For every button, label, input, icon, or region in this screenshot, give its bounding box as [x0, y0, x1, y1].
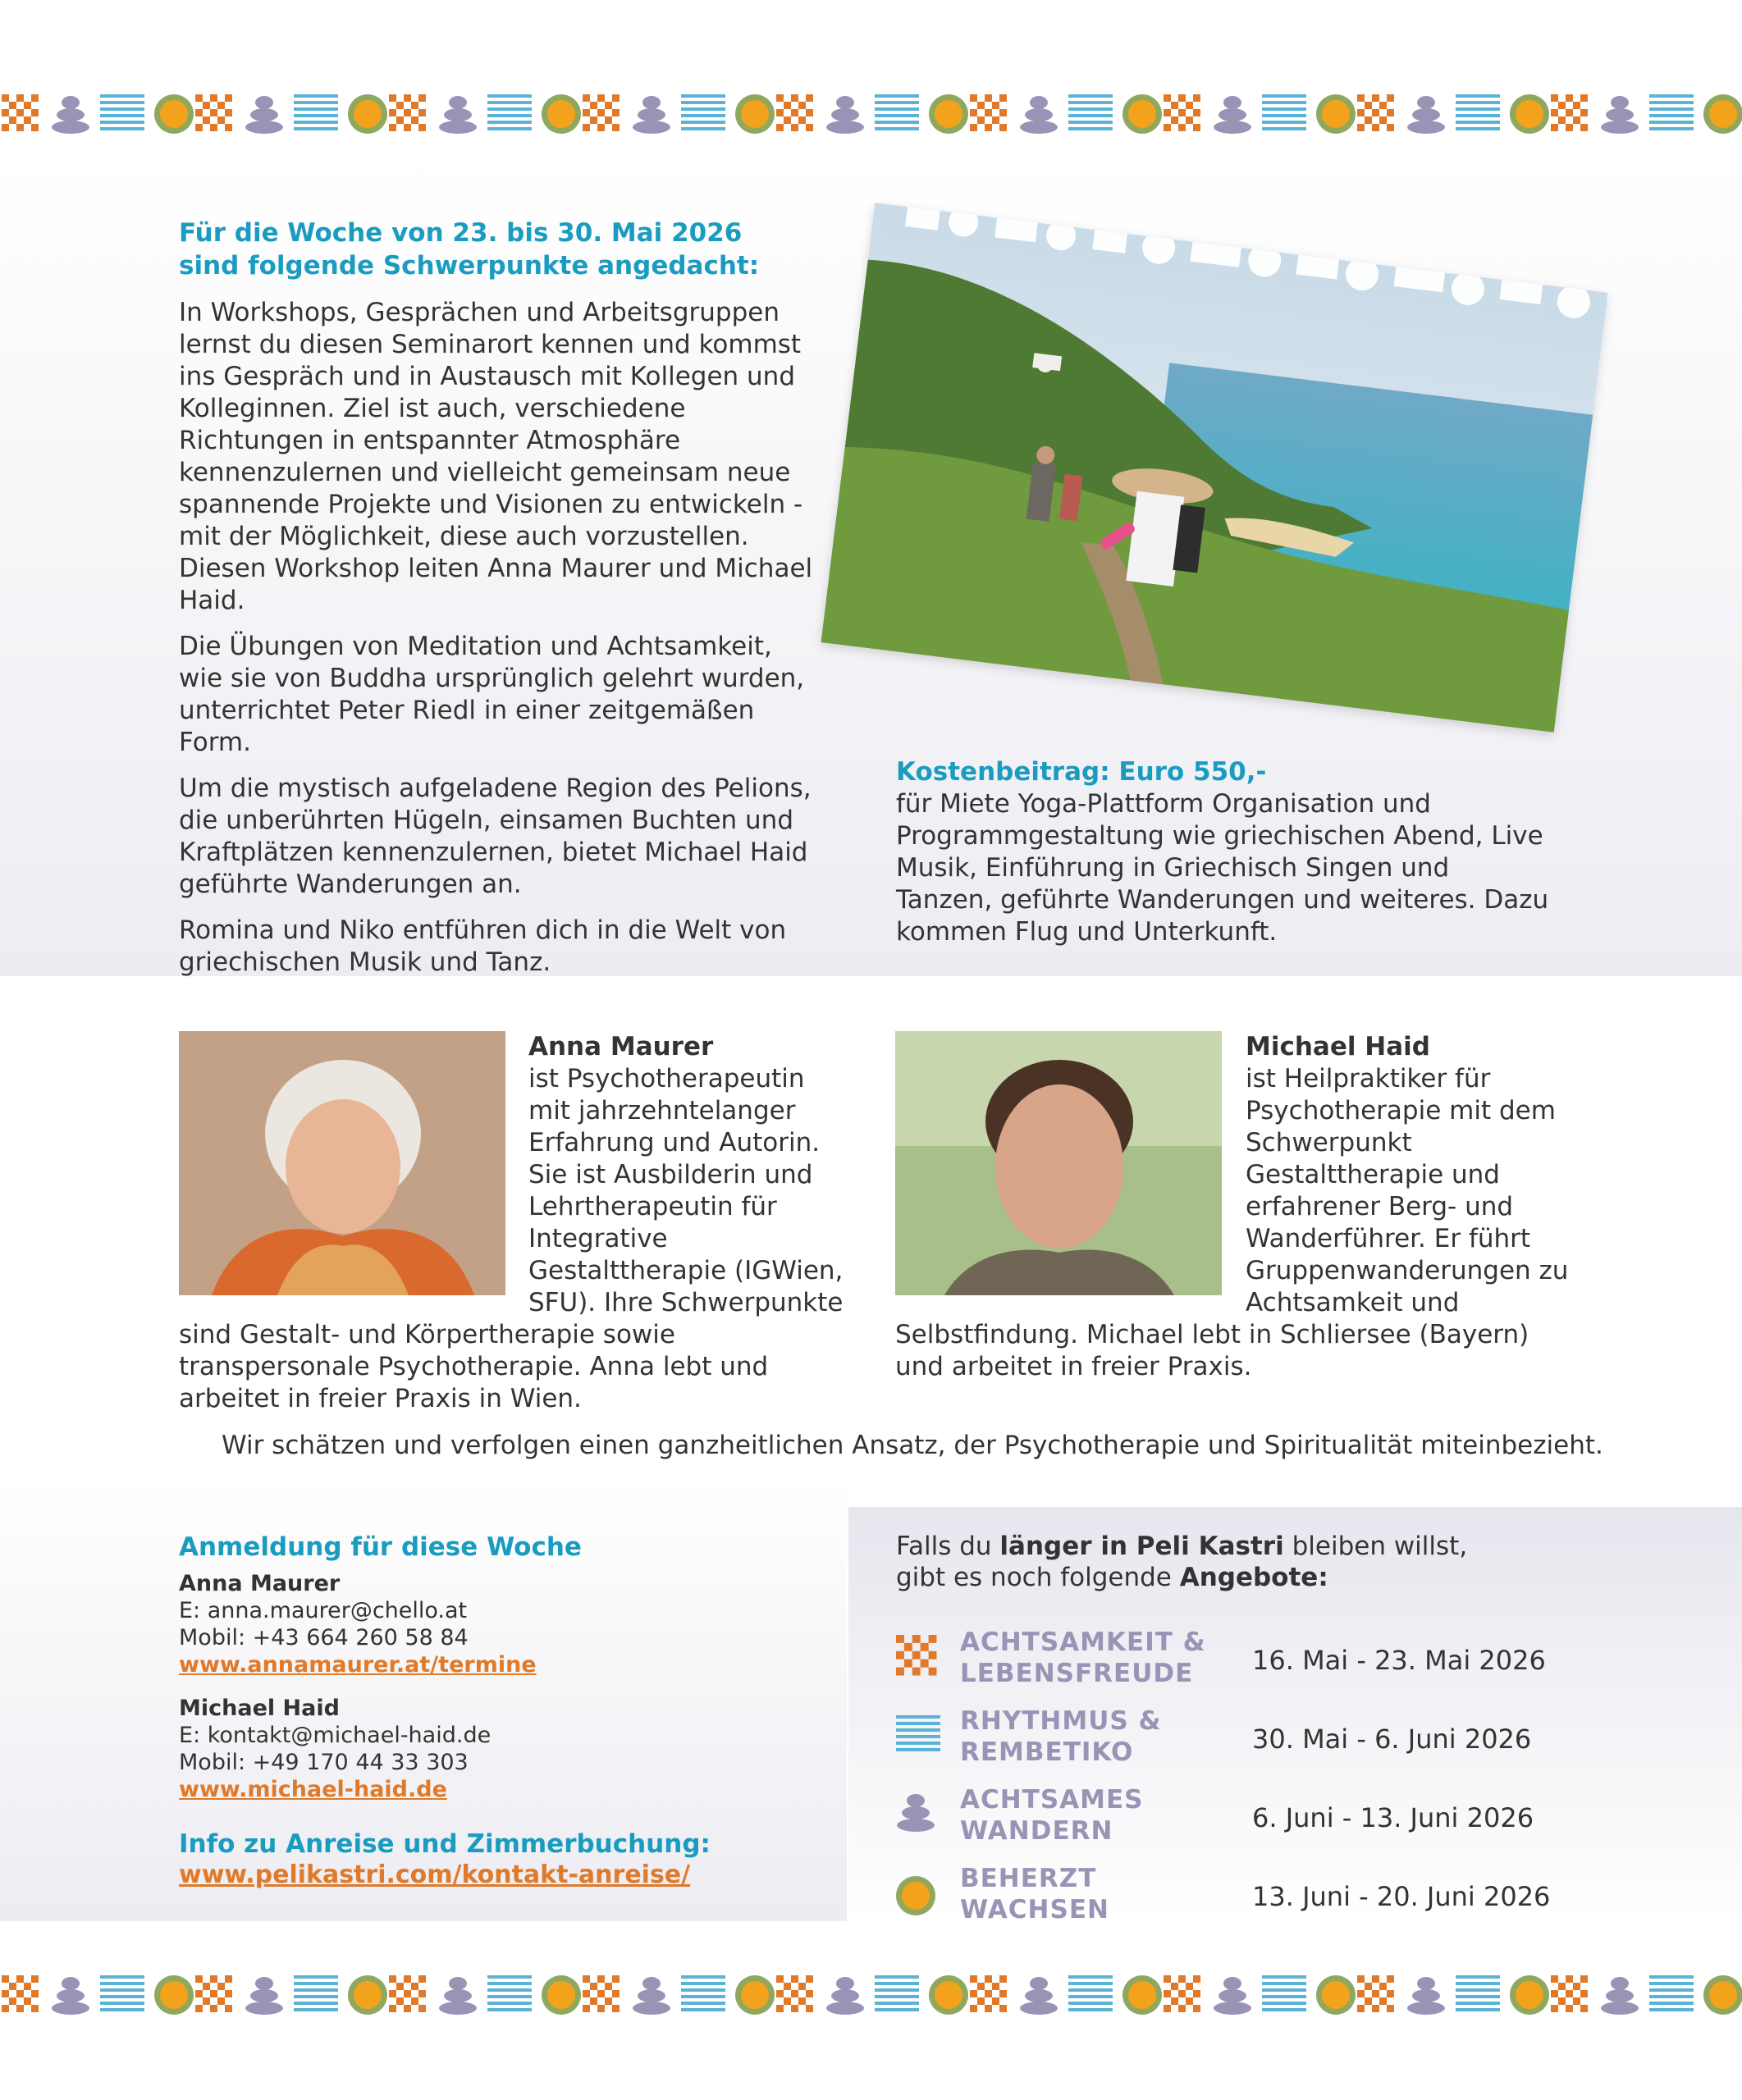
offer-item [896, 1627, 1717, 1705]
intro-heading [179, 217, 835, 282]
intro-paragraph: Um die mystisch aufgeladene Region des Pelions, die unberührten Hügeln, einsamen Buchten und Kraftplätzen kennenzulernen, bietet Michael Haid geführte Wanderungen an. [179, 774, 812, 899]
intro-paragraph: Die Übungen von Meditation und Achtsamkeit, wie sie von Buddha ursprünglich gelehrt wurden, unterrichtet Peter Riedl in einer zeitgemäßen Form. [179, 632, 805, 757]
anna-maurer-bio-text: ist Psychotherapeutin mit jahrzehntelanger Erfahrung und Autorin. Sie ist Ausbilderin und Lehrtherapeutin für Integrative Gestalttherapie (IGWien, SFU). Ihre Schwerpunkte sind Gestalt- und Körpertherapie sowie transpersonale Psychotherapie. Anna lebt und arbeitet in freier Praxis in Wien. [179, 1064, 844, 1413]
pattern-band-icon [0, 1969, 1742, 2018]
pelion-landscape-photo [821, 203, 1607, 733]
offer-title [960, 1863, 1109, 1925]
offers-intro-text: bleiben willst, [1283, 1532, 1468, 1561]
offer-title-line: ACHTSAMKEIT & [960, 1628, 1206, 1657]
offer-title-line: BEHERZT [960, 1864, 1097, 1893]
intro-heading-line-2: sind folgende Schwerpunkte angedacht: [179, 251, 760, 281]
contact-mobile[interactable]: Mobil: +49 170 44 33 303 [179, 1750, 469, 1775]
contact-mobile[interactable]: Mobil: +43 664 260 58 84 [179, 1625, 469, 1650]
offer-item [896, 1705, 1717, 1784]
offer-item [896, 1784, 1717, 1863]
anna-maurer-bio-top [528, 1031, 848, 1063]
offers-intro [896, 1531, 1717, 1593]
cost-section [896, 756, 1569, 948]
offer-title-line: REMBETIKO [960, 1737, 1134, 1767]
anna-website-link[interactable]: www.annamaurer.at/termine [179, 1652, 537, 1678]
contact-email[interactable]: E: kontakt@michael-haid.de [179, 1723, 492, 1748]
stripes-icon [896, 1715, 942, 1756]
intro-paragraph: Romina und Niko entführen dich in die Welt von griechischen Musik und Tanz. [179, 915, 787, 977]
cost-heading: Kostenbeitrag: Euro 550,- [896, 757, 1267, 787]
offers-intro-text: gibt es noch folgende [896, 1563, 1180, 1592]
offer-title-line: RHYTHMUS & [960, 1706, 1162, 1736]
offer-title [960, 1705, 1162, 1768]
contact-anna [179, 1570, 835, 1678]
anna-maurer-bio [179, 1063, 844, 1415]
contact-name: Anna Maurer [179, 1571, 341, 1596]
offer-title-line: ACHTSAMES [960, 1785, 1144, 1815]
michael-website-link[interactable]: www.michael-haid.de [179, 1777, 447, 1802]
registration-section [179, 1531, 835, 1889]
offer-title-line: WACHSEN [960, 1895, 1109, 1924]
anna-maurer-name: Anna Maurer [528, 1032, 714, 1061]
offer-item [896, 1863, 1717, 1942]
offers-list [896, 1627, 1717, 1942]
landscape-image-icon [821, 203, 1607, 733]
registration-heading: Anmeldung für diese Woche [179, 1532, 582, 1562]
offers-intro-bold: länger in Peli Kastri [999, 1532, 1284, 1561]
contact-michael [179, 1695, 835, 1803]
checker-icon [896, 1635, 942, 1681]
offers-intro-text: Falls du [896, 1532, 1000, 1561]
offer-dates: 6. Juni - 13. Juni 2026 [1252, 1802, 1534, 1833]
stones-icon [896, 1792, 942, 1838]
offer-dates: 13. Juni - 20. Juni 2026 [1252, 1881, 1551, 1912]
offer-title-line: WANDERN [960, 1816, 1113, 1846]
intro-section [179, 217, 835, 993]
travel-info-link[interactable]: www.pelikastri.com/kontakt-anreise/ [179, 1860, 691, 1889]
michael-haid-name: Michael Haid [1246, 1032, 1430, 1061]
michael-haid-bio [895, 1063, 1576, 1383]
contact-email[interactable]: E: anna.maurer@chello.at [179, 1598, 468, 1623]
offers-intro-bold: Angebote: [1179, 1563, 1328, 1592]
offer-title [960, 1784, 1144, 1847]
offer-title-line: LEBENSFREUDE [960, 1659, 1194, 1688]
sun-icon [896, 1876, 942, 1922]
travel-info-heading: Info zu Anreise und Zimmerbuchung: [179, 1829, 711, 1859]
cost-text: für Miete Yoga-Plattform Organisation und Programmgestaltung wie griechischen Abend, Live Musik, Einführung in Griechisch Singen und Tanzen, geführte Wanderungen und weiteres. Dazu kommen Flug und Unterkunft. [896, 789, 1549, 947]
offer-dates: 16. Mai - 23. Mai 2026 [1252, 1645, 1546, 1676]
intro-paragraph: In Workshops, Gesprächen und Arbeitsgruppen lernst du diesen Seminarort kennen und kommst ins Gespräch und in Austausch mit Kollegen und Kolleginnen. Ziel ist auch, verschiedene Richtungen in entspannter Atmosphäre kennenzulernen und vielleicht gemeinsam neue spannende Projekte und Visionen zu entwickeln - mit der Möglichkeit, diese auch vorzustellen. Diesen Workshop leiten Anna Maurer und Michael Haid. [179, 298, 813, 615]
michael-haid-bio-text: ist Heilpraktiker für Psychotherapie mit dem Schwerpunkt Gestalttherapie und erfahrener Berg- und Wanderführer. Er führt Gruppenwanderungen zu Achtsamkeit und Selbstfindung. Michael lebt in Schliersee (Bayern) und arbeitet in freier Praxis. [895, 1064, 1569, 1381]
offer-dates: 30. Mai - 6. Juni 2026 [1252, 1723, 1532, 1755]
offer-title [960, 1627, 1206, 1689]
philosophy-statement: Wir schätzen und verfolgen einen ganzheitlichen Ansatz, der Psychotherapie und Spiritualität miteinbezieht. [222, 1431, 1603, 1460]
contact-name: Michael Haid [179, 1696, 340, 1721]
michael-haid-bio-top [1246, 1031, 1574, 1063]
decorative-border-bottom [0, 1969, 1742, 2034]
decorative-border-top [0, 88, 1742, 153]
pattern-band-icon [0, 88, 1742, 137]
intro-heading-line-1: Für die Woche von 23. bis 30. Mai 2026 [179, 218, 743, 248]
